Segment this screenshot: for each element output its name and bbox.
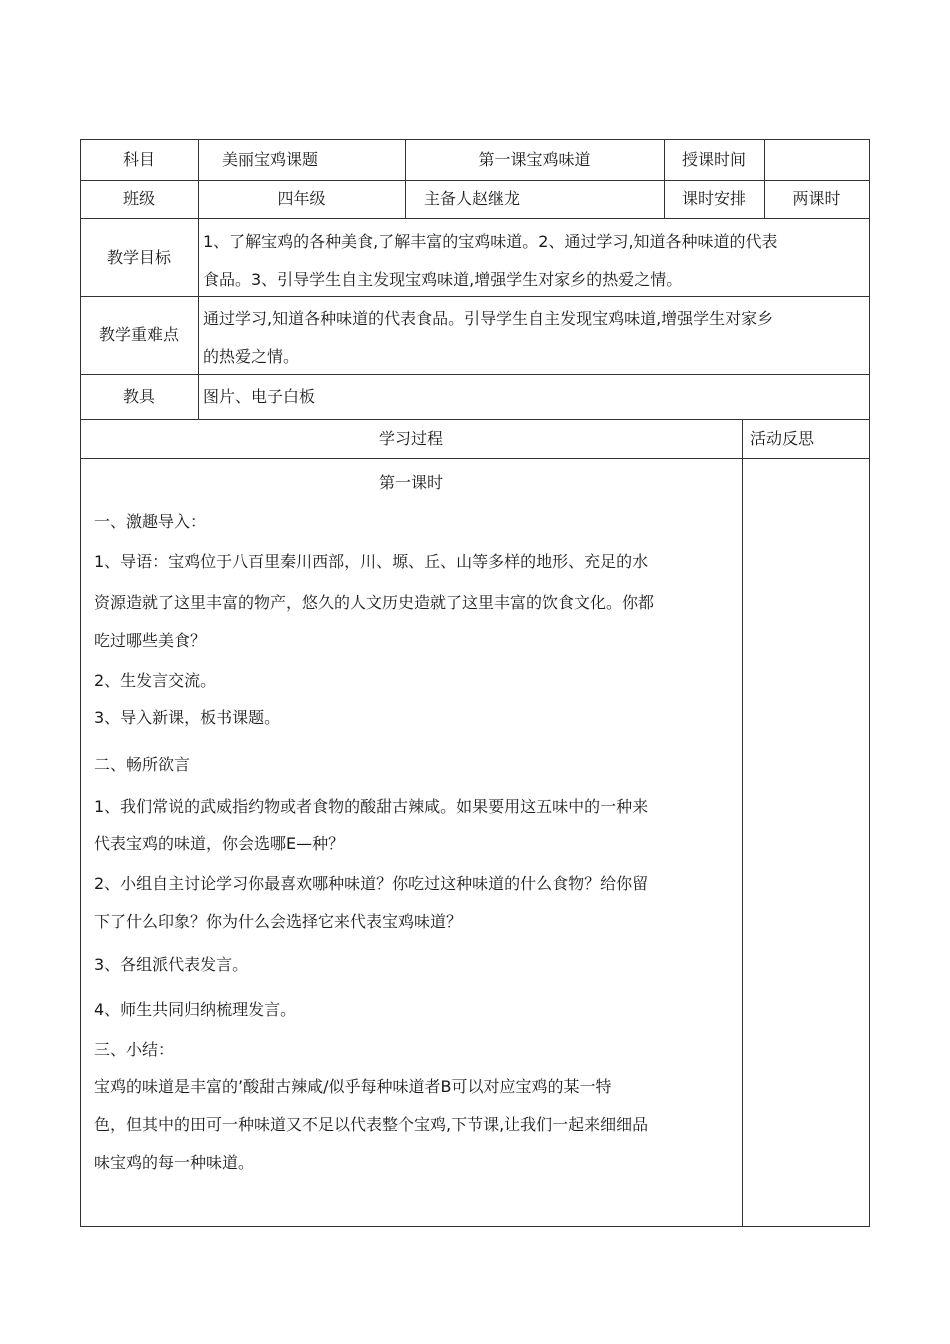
process-line: 2、小组自主讨论学习你最喜欢哪种味道？你吃过这种味道的什么食物？给你留 xyxy=(94,874,649,893)
process-line: 1、我们常说的武威指约物或者食物的酸甜古辣咸。如果要用这五味中的一种来 xyxy=(94,797,649,816)
table-rule xyxy=(198,139,199,420)
process-line: 下了什么印象？你为什么会选择它来代表宝鸡味道？ xyxy=(94,912,463,931)
process-line: 资源造就了这里丰富的物产，悠久的人文历史造就了这里丰富的饮食文化。你都 xyxy=(94,593,655,612)
goals-line: 1、了解宝鸡的各种美食,了解丰富的宝鸡味道。2、通过学习,知道各种味道的代表 xyxy=(203,232,778,251)
process-line: 1、导语：宝鸡位于八百里秦川西部，川、塬、丘、山等多样的地形、充足的水 xyxy=(94,552,649,571)
grade-value: 四年级 xyxy=(277,189,326,208)
key-points-line: 通过学习,知道各种味道的代表食品。引导学生自主发现宝鸡味道,增强学生对家乡 xyxy=(203,309,774,328)
process-line: 3、各组派代表发言。 xyxy=(94,955,249,974)
table-rule xyxy=(80,139,81,1227)
preparer: 主备人赵继龙 xyxy=(424,189,521,208)
process-line: 色，但其中的田可一种味道又不足以代表整个宝鸡,下节课,让我们一起来细细品 xyxy=(94,1115,649,1134)
process-line: 代表宝鸡的味道，你会选哪E—种？ xyxy=(94,834,345,853)
time-label: 授课时间 xyxy=(681,150,746,169)
process-label: 学习过程 xyxy=(378,429,443,448)
schedule-value: 两课时 xyxy=(792,189,841,208)
process-line: 味宝鸡的每一种味道。 xyxy=(94,1153,255,1172)
grade-label: 班级 xyxy=(122,189,155,208)
table-rule xyxy=(869,139,870,1227)
goals-label: 教学目标 xyxy=(106,248,171,267)
reflection-label: 活动反思 xyxy=(750,429,815,448)
table-rule xyxy=(742,419,743,1227)
goals-line: 食品。3、引导学生自主发现宝鸡味道,增强学生对家乡的热爱之情。 xyxy=(203,270,683,289)
process-line: 3、导入新课，板书课题。 xyxy=(94,708,281,727)
process-line: 一、激趣导入： xyxy=(94,512,207,531)
process-line: 吃过哪些美食？ xyxy=(94,631,207,650)
period-title: 第一课时 xyxy=(378,473,443,492)
subject-label: 科目 xyxy=(122,150,155,169)
lesson-title: 第一课宝鸡味道 xyxy=(478,150,591,169)
process-line: 4、师生共同归纳梳理发言。 xyxy=(94,1000,297,1019)
tools-value: 图片、电子白板 xyxy=(203,387,316,406)
process-line: 2、生发言交流。 xyxy=(94,671,217,690)
schedule-label: 课时安排 xyxy=(681,189,746,208)
process-line: 三、小结： xyxy=(94,1040,175,1059)
process-line: 二、畅所欲言 xyxy=(94,755,191,774)
key-points-label: 教学重难点 xyxy=(98,325,179,344)
table-rule xyxy=(80,1226,870,1227)
key-points-line: 的热爱之情。 xyxy=(203,347,300,366)
table-rule xyxy=(80,458,870,459)
process-line: 宝鸡的味道是丰富的’酸甜古辣咸/似乎每种味道者B可以对应宝鸡的某一特 xyxy=(94,1077,612,1096)
tools-label: 教具 xyxy=(122,387,155,406)
subject-value: 美丽宝鸡课题 xyxy=(222,150,319,169)
